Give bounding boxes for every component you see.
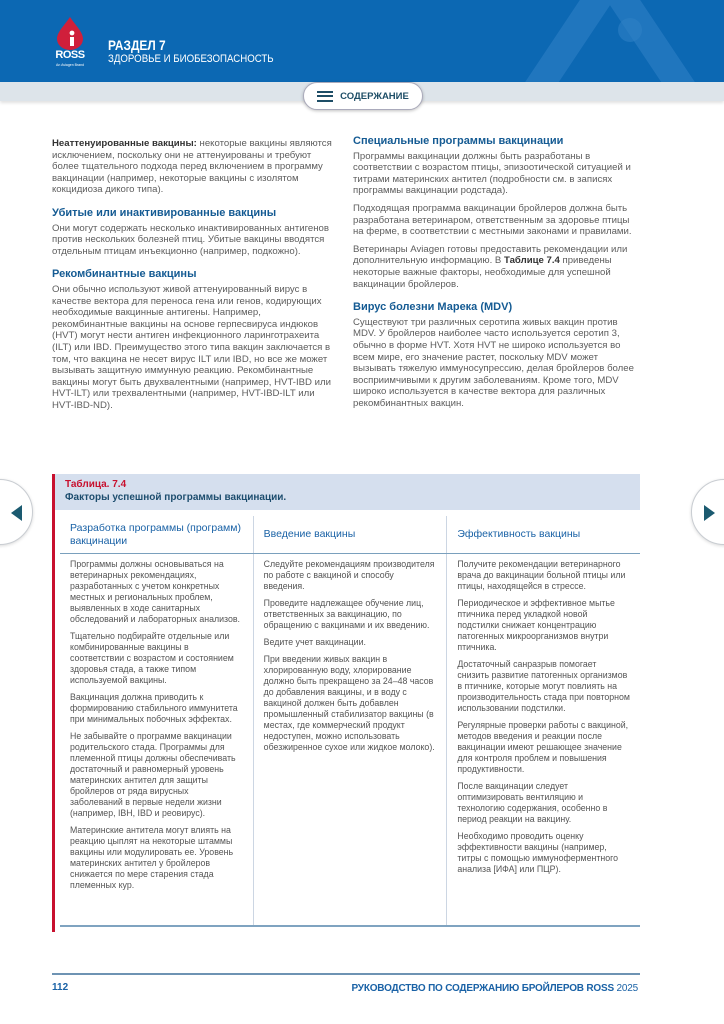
section-number: РАЗДЕЛ 7 (108, 37, 166, 53)
ross-drop-icon (50, 16, 90, 50)
page-number: 112 (52, 982, 69, 993)
chevron-left-icon (11, 505, 22, 521)
footer-title-text: РУКОВОДСТВО ПО СОДЕРЖАНИЮ БРОЙЛЕРОВ ROSS (351, 983, 614, 994)
logo-subtext: An Aviagen Brand (56, 63, 84, 67)
cell-paragraph: Тщательно подбирайте отдельные или комбинированные вакцины в соответствии с возрастом и состоянием здоровья стада, а также типом используемой вакцины. (70, 631, 234, 685)
section-title: ЗДОРОВЬЕ И БИОБЕЗОПАСНОСТЬ (108, 53, 274, 65)
paragraph: Программы вакцинации должны быть разработаны в соответствии с возрастом птицы, эпизоотической ситуацией и титрами материнских антител (подробности см. в записях программы вакцинации родстада). (353, 150, 631, 197)
table-body (60, 554, 640, 927)
column-header: Эффективность вакцины (457, 528, 581, 540)
table-cell-administration (254, 554, 448, 925)
table-header-row (60, 516, 640, 554)
contents-label: СОДЕРЖАНИЕ (340, 90, 409, 102)
table-cell-program-design (60, 554, 254, 925)
column-header: Разработка программы (программ) вакцинации (60, 516, 254, 553)
cell-paragraph: Ведите учет вакцинации. (263, 637, 366, 647)
paragraph (52, 138, 336, 196)
text: некоторые вакцины являются исключением, поскольку они не аттенуированы и требуют более тщательного подхода перед включением в программу вакцинации (например, некоторые вакцины с изолятом кокцидиоза дикого типа). (52, 138, 332, 196)
cell-paragraph: После вакцинации следует оптимизировать вентиляцию и технологию содержания, особенно в период реакции на вакцину. (457, 781, 608, 824)
cell-paragraph: Материнские антитела могут влиять на реакцию цыплят на некоторые штаммы вакцины или модулировать ее. Уровень материнских антител у бройлеров снижается по мере старения стада племенных кур. (70, 825, 234, 890)
table-title: Факторы успешной программы вакцинации. (65, 492, 287, 503)
cell-paragraph: Регулярные проверки работы с вакциной, методов введения и реакции после вакцинации имеют решающее значение для контроля проблем и повышения продуктивности. (457, 720, 629, 774)
watermark-logo-icon (480, 0, 724, 82)
table-label: Таблица. 7.4 (65, 479, 127, 490)
footer-year: 2025 (616, 983, 638, 994)
chevron-right-icon (704, 505, 715, 521)
paragraph: Они могут содержать несколько инактивированных антигенов против нескольких болезней птиц. Убитые вакцины вводятся отдельным птицам инъекционно (например, подкожно). (52, 222, 329, 257)
ross-logo (50, 16, 90, 72)
bold-term: Неаттенуированные вакцины: (52, 138, 197, 149)
cell-paragraph: Программы должны основываться на ветеринарных рекомендациях, разработанных с учетом конкретных местных и региональных проблем, выявленных в ходе санитарных обследований и лабораторных анализов. (70, 559, 240, 624)
table-caption (55, 474, 640, 510)
cell-paragraph: Достаточный санразрыв помогает снизить развитие патогенных организмов в птичнике, которые могут повлиять на производительность стада при повторном использовании подстилки. (457, 659, 630, 713)
cell-paragraph: Проведите надлежащее обучение лиц, ответственных за вакцинацию, по обращению с вакцинами и их введению. (263, 598, 430, 630)
cell-paragraph: При введении живых вакцин в хлорированную воду, хлорирование должно быть прекращено за 24–48 часов до добавления вакцины, и в воду с вакциной должен быть добавлен промышленный стабилизатор вакцины (в местах, где коммерческий продукт недоступен, можно использовать обезжиренное сухое или жидкое молоко). (263, 654, 435, 752)
menu-icon (317, 91, 333, 102)
text: Ветеринары Aviagen готовы предоставить рекомендации или дополнительную информацию. В (353, 243, 628, 267)
paragraph: Подходящая программа вакцинации бройлеров должна быть разработана ветеринаром, ответственным за здоровье птицы на ферме, в соответствии с местными законами и правилами. (353, 202, 632, 238)
heading-mdv: Вирус болезни Марека (MDV) (353, 301, 513, 314)
cell-paragraph: Вакцинация должна приводить к формированию стабильного иммунитета при минимальных побочных эффектах. (70, 692, 238, 724)
cell-paragraph: Не забывайте о программе вакцинации родительского стада. Программы для племенной птицы должны обеспечивать достаточный и равномерный уровень материнских антител для защиты бройлеров от ряда вирусных заболеваний в первые недели жизни (например, IBH, IBD и реовирус). (70, 731, 236, 818)
column-header: Введение вакцины (254, 516, 448, 553)
text: приведены некоторые важные факторы, необходимые для успешной вакцинации бройлеров. (353, 255, 612, 290)
table-7-4 (52, 474, 640, 932)
header-banner (0, 0, 724, 82)
logo-text: ROSS (55, 49, 85, 61)
table-reference-link[interactable]: Таблице 7.4 (503, 255, 560, 267)
heading-special-programs: Специальные программы вакцинации (353, 135, 564, 147)
next-page-button[interactable] (691, 479, 724, 545)
previous-page-button[interactable] (0, 479, 33, 545)
cell-paragraph: Необходимо проводить оценку эффективности вакцины (например, титры с помощью иммуноферментного анализа [ИФА] или ПЦР). (457, 831, 619, 874)
paragraph: Существуют три различных серотипа живых вакцин против MDV. У бройлеров наиболее часто используется серотип 3, обычно в форме HVT. Хотя HVT не широко используется во всем мире, его значение растет, поскольку MDV может вызывать тяжелую иммуносупрессию, делая бройлеров более восприимчивыми к другим заболеваниям. Кроме того, MDV широко используется в качестве вектора для различных рекомбинантных вакцин. (353, 316, 634, 409)
paragraph (353, 244, 641, 290)
footer-divider (52, 973, 640, 975)
cell-paragraph: Периодическое и эффективное мытье птичника перед укладкой новой подстилки снижает концентрацию патогенных микроорганизмов внутри птичника. (457, 598, 615, 652)
contents-button[interactable] (303, 82, 423, 110)
cell-paragraph: Получите рекомендации ветеринарного врача до вакцинации больной птицы или птицы, находящейся в стрессе. (457, 559, 626, 591)
heading-recombinant-vaccines: Рекомбинантные вакцины (52, 268, 197, 281)
right-column (353, 124, 641, 415)
paragraph: Они обычно используют живой аттенуированный вирус в качестве вектора для переноса гена или генов, кодирующих необходимые вакцинные антигены. Например, рекомбинантные вакцины на основе герпесвируса индюков (HVT) могут нести антиген инфекционного ларинготрахеита (ILT) или IBD. Преимущество этого типа вакцин заключается в том, что вакцина не несет вирус ILT или IBD, но все же может вызывать защитную иммунную реакцию. Рекомбинантные вакцины могут быть двухвалентными (например, HVT-IBD или HVT-ILT) или трехвалентными (например, HVT-IBD-ILT или HVT-IBD-ND). (52, 283, 331, 411)
cell-paragraph: Следуйте рекомендациям производителя по работе с вакциной и способу введения. (263, 559, 435, 591)
heading-killed-vaccines: Убитые или инактивированные вакцины (52, 206, 277, 219)
left-column (52, 138, 336, 417)
footer-title (351, 983, 638, 994)
table-cell-efficacy (447, 554, 640, 925)
